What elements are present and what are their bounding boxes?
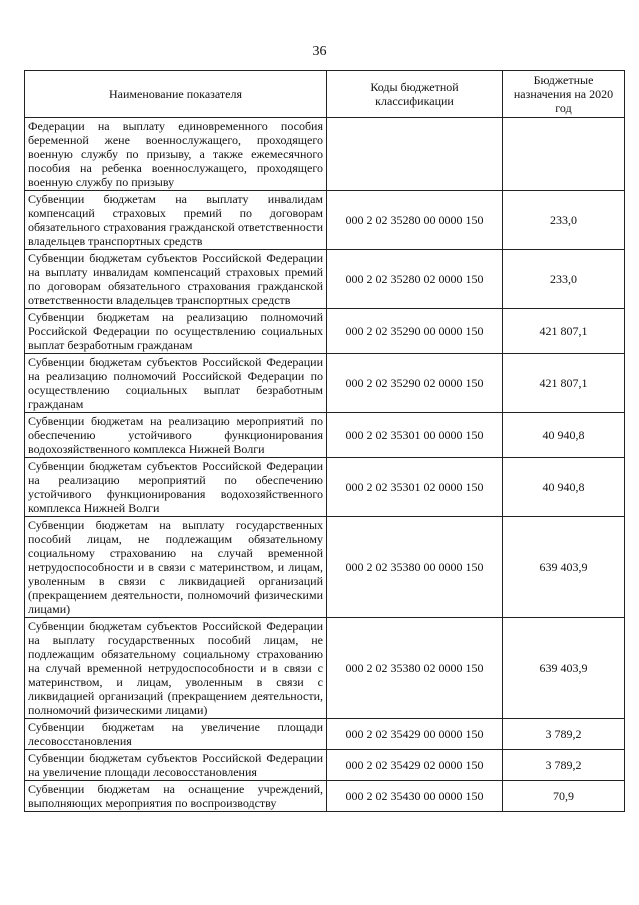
row-code: 000 2 02 35380 02 0000 150 [327,618,503,719]
row-code: 000 2 02 35380 00 0000 150 [327,517,503,618]
row-value: 40 940,8 [503,413,625,458]
header-value: Бюджетные назначения на 2020 год [503,71,625,118]
table-header-row [25,71,625,118]
row-code: 000 2 02 35290 00 0000 150 [327,309,503,354]
row-value: 3 789,2 [503,750,625,781]
row-value: 639 403,9 [503,517,625,618]
row-name: Субвенции бюджетам субъектов Российской Федерации на реализацию мероприятий по обеспечению устойчивого функционирования водохозяйственного комплекса Нижней Волги [25,458,327,517]
row-name: Субвенции бюджетам на реализацию полномочий Российской Федерации по осуществлению социальных выплат безработным гражданам [25,309,327,354]
table-row [25,719,625,750]
table-row [25,517,625,618]
row-name: Субвенции бюджетам субъектов Российской Федерации на выплату инвалидам компенсаций страховых премий по договорам обязательного страхования гражданской ответственности владельцев транспортных средств [25,250,327,309]
row-value: 3 789,2 [503,719,625,750]
row-value: 639 403,9 [503,618,625,719]
page-number: 36 [312,44,327,59]
row-name: Субвенции бюджетам на увеличение площади лесовосстановления [25,719,327,750]
table-row [25,618,625,719]
row-code: 000 2 02 35429 02 0000 150 [327,750,503,781]
row-code: 000 2 02 35301 02 0000 150 [327,458,503,517]
row-value: 70,9 [503,781,625,812]
row-name: Субвенции бюджетам на реализацию мероприятий по обеспечению устойчивого функционирования водохозяйственного комплекса Нижней Волги [25,413,327,458]
budget-table [24,70,625,812]
row-code: 000 2 02 35280 02 0000 150 [327,250,503,309]
header-code: Коды бюджетной классификации [327,71,503,118]
row-code [327,118,503,191]
row-name: Субвенции бюджетам на оснащение учреждений, выполняющих мероприятия по воспроизводству [25,781,327,812]
row-name: Субвенции бюджетам субъектов Российской Федерации на выплату государственных пособий лицам, не подлежащим обязательному социальному страхованию на случай временной нетрудоспособности и в связи с материнством, и лицам, уволенным в связи с ликвидацией организаций (прекращением деятельности, полномочий физическими лицами) [25,618,327,719]
row-name: Субвенции бюджетам на выплату инвалидам компенсаций страховых премий по договорам обязательного страхования гражданской ответственности владельцев транспортных средств [25,191,327,250]
table-row [25,458,625,517]
table-row [25,118,625,191]
table-row [25,309,625,354]
row-code: 000 2 02 35301 00 0000 150 [327,413,503,458]
table-row [25,354,625,413]
table-row [25,413,625,458]
row-name: Федерации на выплату единовременного пособия беременной жене военнослужащего, проходящего военную службу по призыву, а также ежемесячного пособия на ребенка военнослужащего, проходящего военную службу по призыву [25,118,327,191]
table-row [25,750,625,781]
row-value: 40 940,8 [503,458,625,517]
header-name: Наименование показателя [25,71,327,118]
row-code: 000 2 02 35429 00 0000 150 [327,719,503,750]
table-row [25,250,625,309]
row-value [503,118,625,191]
row-value: 233,0 [503,191,625,250]
row-value: 421 807,1 [503,354,625,413]
row-code: 000 2 02 35290 02 0000 150 [327,354,503,413]
row-code: 000 2 02 35430 00 0000 150 [327,781,503,812]
row-name: Субвенции бюджетам субъектов Российской Федерации на реализацию полномочий Российской Федерации по осуществлению социальных выплат безработным гражданам [25,354,327,413]
row-value: 421 807,1 [503,309,625,354]
table-row [25,191,625,250]
table-row [25,781,625,812]
row-name: Субвенции бюджетам субъектов Российской Федерации на увеличение площади лесовосстановления [25,750,327,781]
row-code: 000 2 02 35280 00 0000 150 [327,191,503,250]
row-value: 233,0 [503,250,625,309]
row-name: Субвенции бюджетам на выплату государственных пособий лицам, не подлежащим обязательному социальному страхованию на случай временной нетрудоспособности и в связи с материнством, и лицам, уволенным в связи с ликвидацией организаций (прекращением деятельности, полномочий физическими лицами) [25,517,327,618]
